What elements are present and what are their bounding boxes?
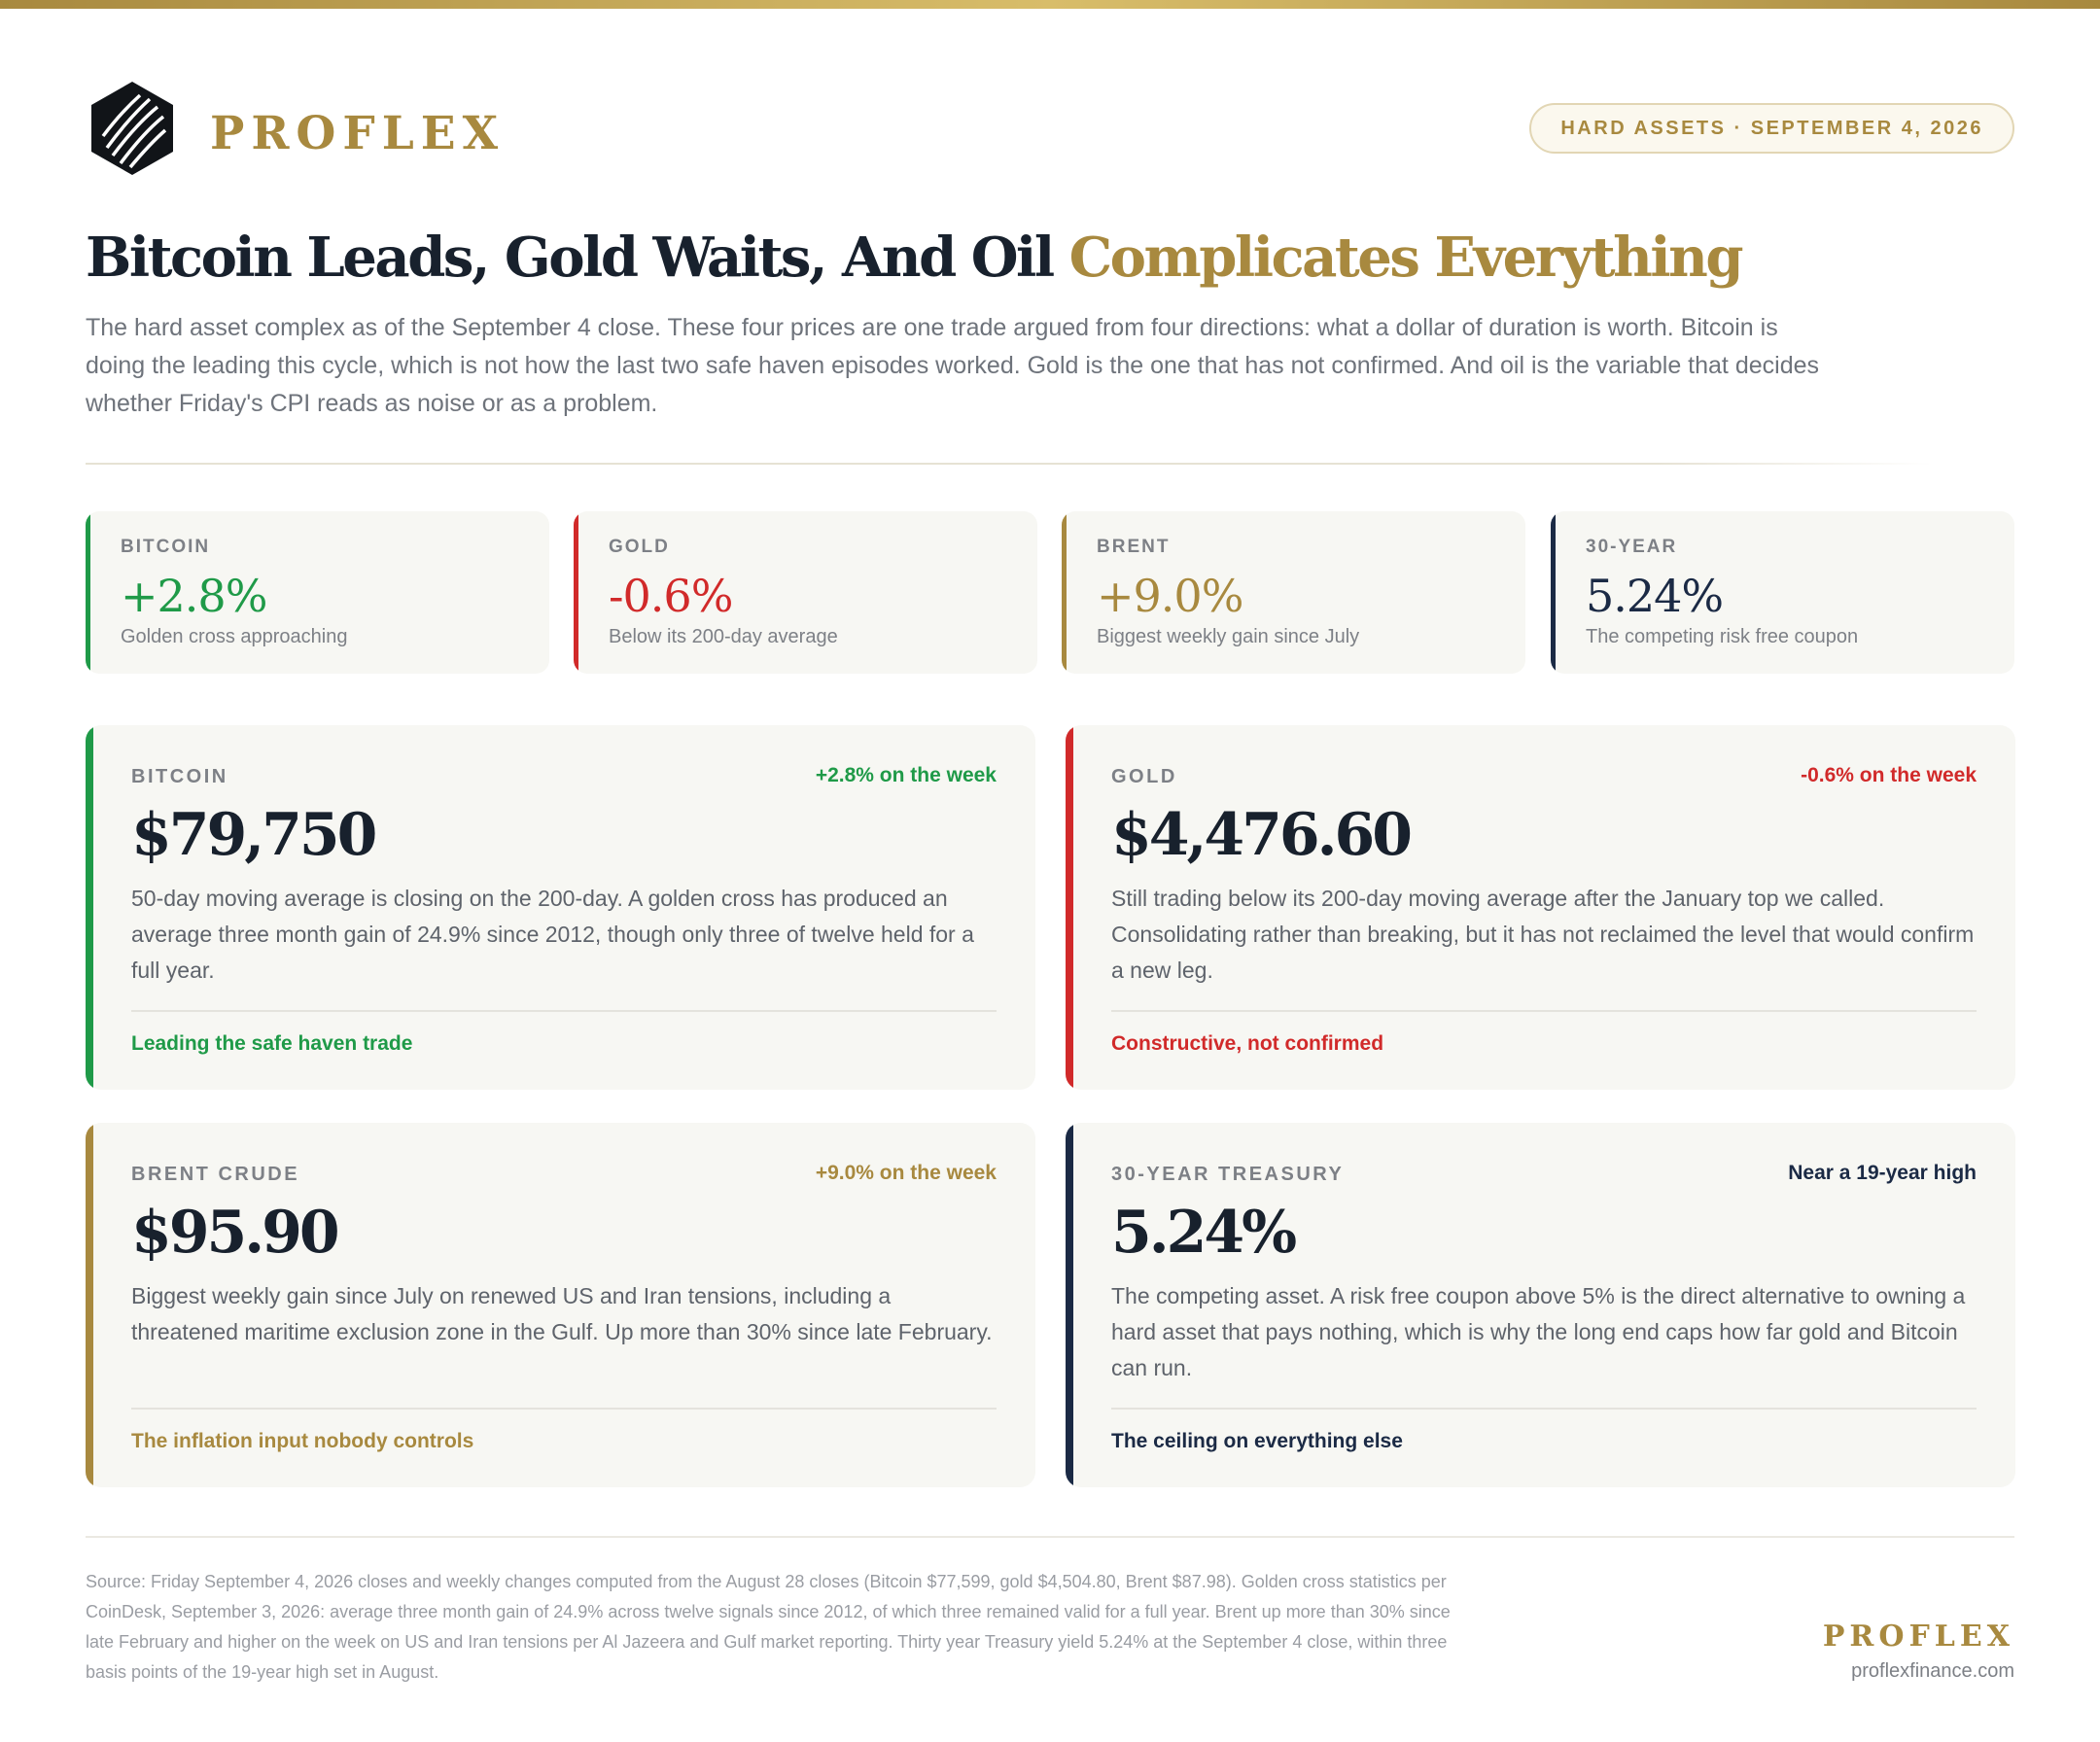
card-divider: [1111, 1408, 1977, 1410]
card-body: Biggest weekly gain since July on renewed US and Iran tensions, including a threatened maritime exclusion zone in the Gulf. Up more than 30% since late February.: [131, 1283, 993, 1344]
footer-url[interactable]: proflexfinance.com: [1851, 1660, 2014, 1682]
headline-main: Bitcoin Leads, Gold Waits, And Oil: [86, 226, 1053, 290]
card-price: $95.90: [131, 1199, 337, 1267]
stat-label: 30-YEAR: [1586, 537, 1678, 557]
footer-brand: PROFLEX: [1822, 1620, 2014, 1654]
card-divider: [1111, 1010, 1977, 1012]
brand-name: PROFLEX: [210, 107, 506, 160]
stat-value: 5.24%: [1586, 570, 1724, 622]
stat-note: Below its 200-day average: [609, 626, 838, 647]
card-divider: [131, 1010, 997, 1012]
stat-label: BRENT: [1097, 537, 1171, 557]
stat-value: -0.6%: [609, 570, 733, 622]
card-label: GOLD: [1111, 766, 1177, 787]
weekly-change: +9.0% on the week: [815, 1162, 997, 1184]
weekly-change: Near a 19-year high: [1788, 1162, 1977, 1184]
source-note: Source: Friday September 4, 2026 closes and weekly changes computed from the August 28 closes (Bitcoin $77,599, gold $4,504.80, Brent $87.98). Golden cross statistics per CoinDesk, September 3, 2026: average three month gain of 24.9% across twelve signals since 2012, of which three remained valid for a full year. Brent up more than 30% since late February and higher on the week on US and Iran tensions per Al Jazeera and Gulf market reporting. Thirty year Treasury yield 5.24% at the September 4 close, within three basis points of the 19-year high set in August.: [86, 1572, 1451, 1682]
stat-card-gold: [574, 511, 1037, 674]
card-tag: The inflation input nobody controls: [131, 1430, 474, 1452]
card-body: The competing asset. A risk free coupon above 5% is the direct alternative to owning a hard asset that pays nothing, which is why the long end caps how far gold and Bitcoin can run.: [1111, 1283, 1966, 1380]
section-divider: [86, 463, 1933, 465]
headline: [86, 226, 1741, 290]
card-label: 30-YEAR TREASURY: [1111, 1164, 1345, 1185]
asset-card-gold: [1066, 725, 2015, 1090]
asset-card-bitcoin: [86, 725, 1035, 1090]
stat-note: Golden cross approaching: [121, 626, 348, 647]
stat-note: Biggest weekly gain since July: [1097, 626, 1360, 647]
card-tag: Constructive, not confirmed: [1111, 1032, 1384, 1055]
stat-card-brent: [1062, 511, 1525, 674]
proflex-logo-icon: [89, 80, 175, 177]
footer-divider: [86, 1536, 2014, 1538]
weekly-change: +2.8% on the week: [815, 764, 997, 786]
card-label: BITCOIN: [131, 766, 228, 787]
card-price: $79,750: [131, 801, 375, 869]
stat-label: BITCOIN: [121, 537, 211, 557]
card-body: Still trading below its 200-day moving average after the January top we called. Consolidating rather than breaking, but it has not reclaimed the level that would confirm a new leg.: [1111, 886, 1975, 983]
header: [86, 80, 2014, 177]
stat-card-bitcoin: [86, 511, 549, 674]
lede: The hard asset complex as of the September 4 close. These four prices are one trade argued from four directions: what a dollar of duration is worth. Bitcoin is doing the leading this cycle, which is not how the last two safe haven episodes worked. Gold is the one that has not confirmed. And oil is the variable that decides whether Friday's CPI reads as noise or as a problem.: [86, 314, 1819, 417]
asset-card-brent: [86, 1123, 1035, 1487]
top-accent-bar: [0, 0, 2100, 9]
stat-note: The competing risk free coupon: [1586, 626, 1859, 647]
stat-value: +9.0%: [1097, 570, 1243, 622]
card-price: $4,476.60: [1111, 801, 1411, 869]
card-label: BRENT CRUDE: [131, 1164, 300, 1185]
headline-accent: Complicates Everything: [1068, 226, 1741, 290]
card-body: 50-day moving average is closing on the 200-day. A golden cross has produced an average three month gain of 24.9% since 2012, though only three of twelve held for a full year.: [131, 886, 974, 983]
card-tag: The ceiling on everything else: [1111, 1430, 1403, 1452]
asset-card-30-year-treasury: [1066, 1123, 2015, 1487]
card-divider: [131, 1408, 997, 1410]
stat-value: +2.8%: [121, 570, 267, 622]
stat-label: GOLD: [609, 537, 670, 557]
card-tag: Leading the safe haven trade: [131, 1032, 413, 1055]
stat-card-30-year: [1551, 511, 2014, 674]
card-price: 5.24%: [1111, 1199, 1295, 1267]
date-badge: HARD ASSETS · SEPTEMBER 4, 2026: [1529, 103, 2014, 154]
weekly-change: -0.6% on the week: [1801, 764, 1977, 786]
